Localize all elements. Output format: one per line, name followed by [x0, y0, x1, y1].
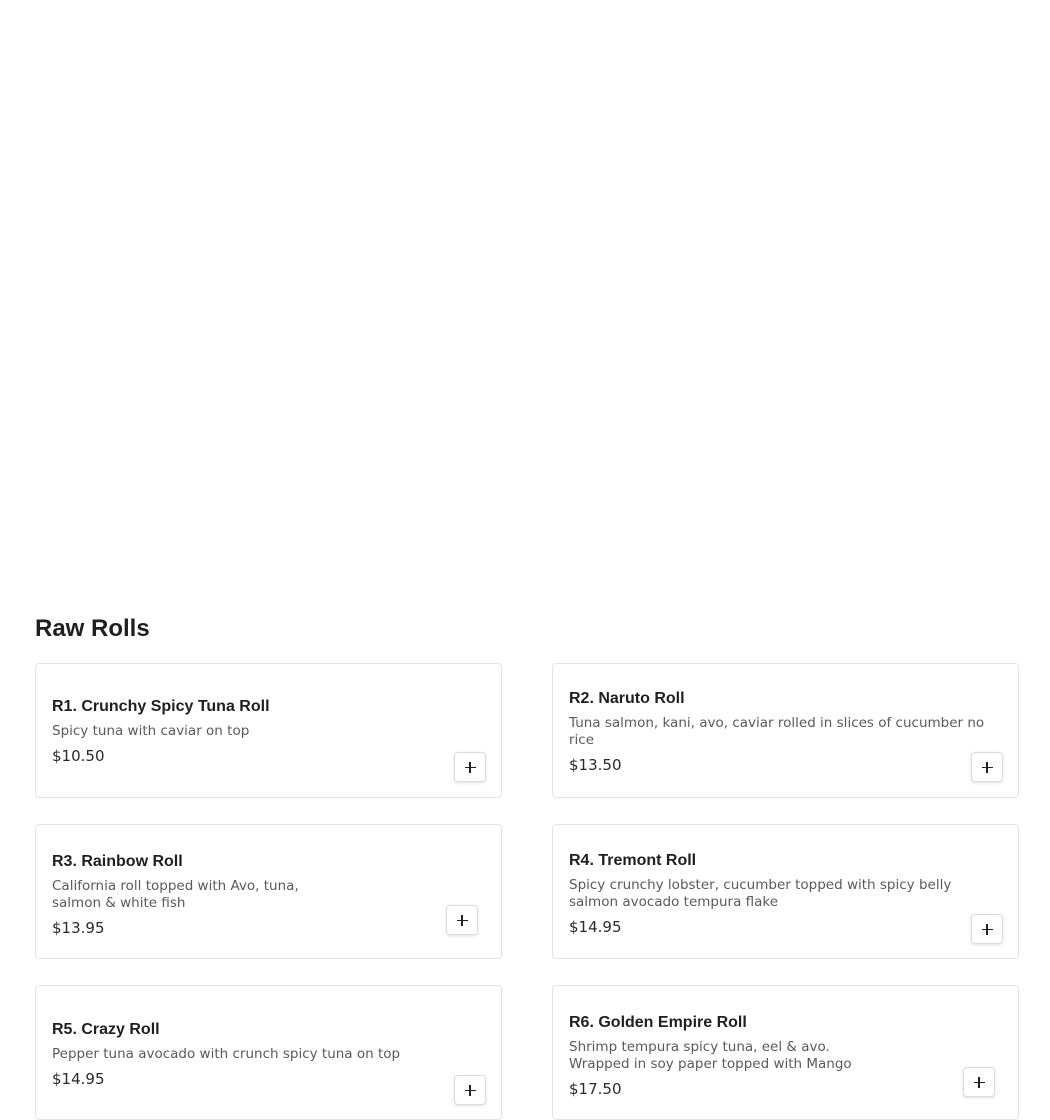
- add-to-cart-button[interactable]: [971, 752, 1003, 782]
- section-title: Raw Rolls: [35, 615, 150, 642]
- add-to-cart-button[interactable]: [454, 752, 486, 782]
- add-to-cart-button[interactable]: [963, 1067, 995, 1097]
- item-price: $10.50: [52, 747, 105, 765]
- item-name: R3. Rainbow Roll: [52, 853, 183, 870]
- item-name: R5. Crazy Roll: [52, 1021, 160, 1038]
- add-to-cart-button[interactable]: [446, 905, 478, 935]
- item-price: $17.50: [569, 1080, 622, 1098]
- add-to-cart-button[interactable]: [971, 914, 1003, 944]
- item-description: Spicy crunchy lobster, cucumber topped with spicy belly salmon avocado tempura flake: [569, 877, 952, 910]
- item-name: R2. Naruto Roll: [569, 690, 685, 707]
- plus-icon: [457, 915, 468, 926]
- menu-item-card[interactable]: [35, 824, 502, 959]
- plus-icon: [974, 1077, 985, 1088]
- menu-item-card[interactable]: [35, 663, 502, 798]
- plus-icon: [465, 1085, 476, 1096]
- menu-item-card[interactable]: [552, 824, 1019, 959]
- item-price: $13.95: [52, 919, 105, 937]
- item-name: R1. Crunchy Spicy Tuna Roll: [52, 698, 270, 715]
- add-to-cart-button[interactable]: [454, 1075, 486, 1105]
- item-price: $14.95: [52, 1070, 105, 1088]
- menu-item-card[interactable]: [552, 663, 1019, 798]
- item-description: Pepper tuna avocado with crunch spicy tuna on top: [52, 1046, 401, 1062]
- item-description: Shrimp tempura spicy tuna, eel & avo. Wrapped in soy paper topped with Mango: [569, 1039, 852, 1072]
- plus-icon: [465, 762, 476, 773]
- item-price: $14.95: [569, 918, 622, 936]
- item-description: Spicy tuna with caviar on top: [52, 723, 250, 739]
- item-description: California roll topped with Avo, tuna, salmon & white fish: [52, 878, 299, 911]
- item-name: R6. Golden Empire Roll: [569, 1014, 747, 1031]
- item-description: Tuna salmon, kani, avo, caviar rolled in slices of cucumber no rice: [569, 715, 985, 748]
- item-name: R4. Tremont Roll: [569, 852, 697, 869]
- plus-icon: [982, 762, 993, 773]
- plus-icon: [982, 924, 993, 935]
- item-price: $13.50: [569, 756, 622, 774]
